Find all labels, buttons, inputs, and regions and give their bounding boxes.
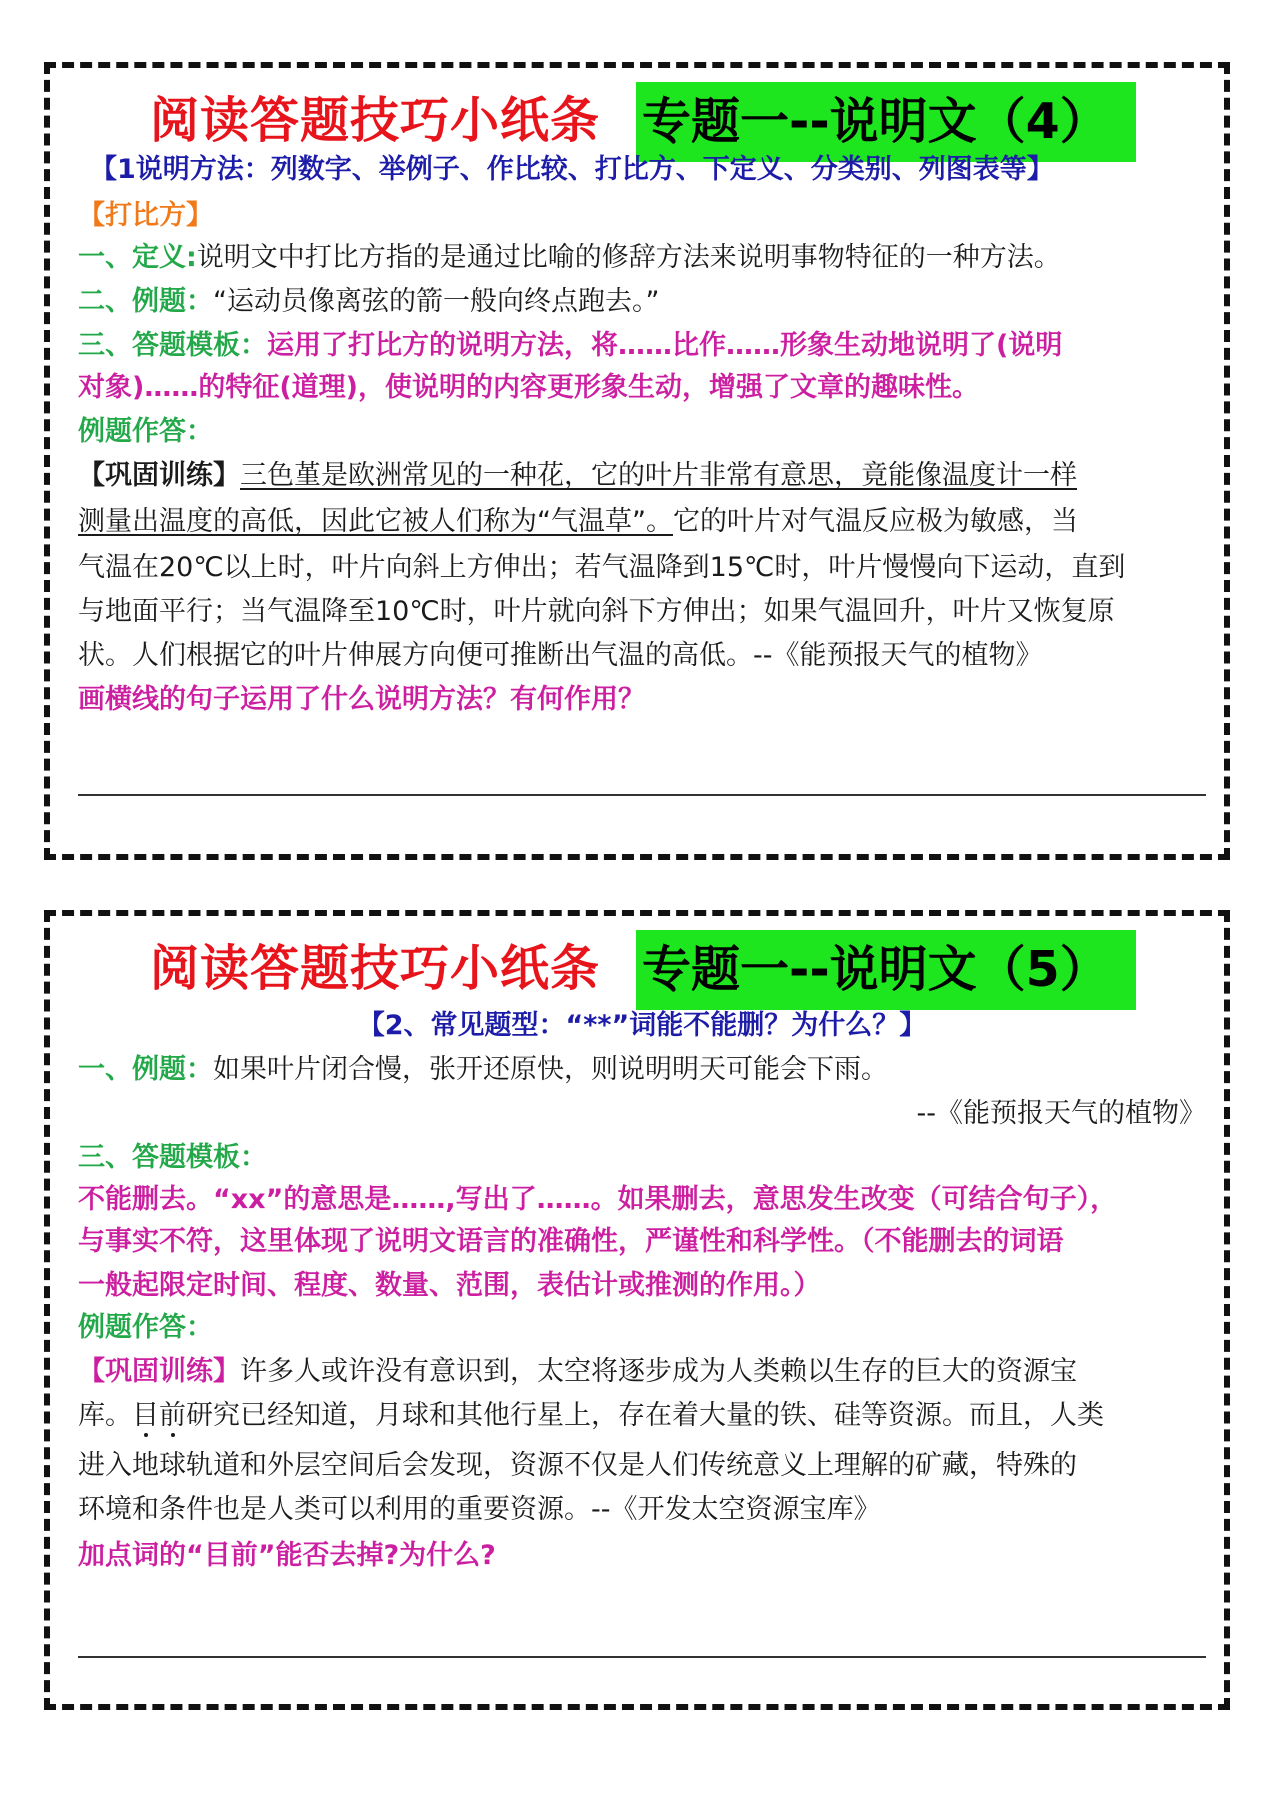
section-heading: 【打比方】	[78, 200, 213, 231]
example-source: --《能预报天气的植物》	[916, 1098, 1206, 1129]
answer-label: 例题作答：	[78, 416, 213, 447]
answer-blank-line[interactable]	[78, 1656, 1206, 1658]
drill-text: 许多人或许没有意识到，太空将逐步成为人类赖以生存的巨大的资源宝	[240, 1356, 1077, 1387]
drill-text: 库。	[78, 1400, 132, 1431]
example-text: “运动员像离弦的箭一般向终点跑去。”	[213, 286, 660, 317]
tip-card-4	[44, 62, 1230, 860]
template-text: 与事实不符，这里体现了说明文语言的准确性，严谨性和科学性。（不能删去的词语	[78, 1226, 1064, 1257]
drill-label: 【巩固训练】	[78, 460, 240, 491]
drill-line	[78, 502, 1206, 542]
underlined-sentence: 三色堇是欧洲常见的一种花，它的叶片非常有意思，竟能像温度计一样	[240, 460, 1077, 491]
example-label: 二、例题：	[78, 286, 213, 317]
drill-line: 与地面平行；当气温降至10℃时，叶片就向斜下方伸出；如果气温回升，叶片又恢复原	[78, 596, 1115, 627]
template-text: 运用了打比方的说明方法，将……比作……形象生动地说明了(说明	[267, 330, 1063, 361]
underlined-sentence: 测量出温度的高低，因此它被人们称为“气温草”。	[78, 506, 673, 537]
drill-text: 它的叶片对气温反应极为敏感，当	[672, 506, 1078, 537]
drill-line: 进入地球轨道和外层空间后会发现，资源不仅是人们传统意义上理解的矿藏，特殊的	[78, 1450, 1077, 1481]
example-text: 如果叶片闭合慢，张开还原快，则说明明天可能会下雨。	[213, 1054, 888, 1085]
example-row	[78, 1050, 1206, 1090]
card-title: 阅读答题技巧小纸条	[150, 92, 601, 149]
question: 画横线的句子运用了什么说明方法？有何作用？	[78, 684, 645, 715]
drill-line	[78, 456, 1206, 496]
drill-line: 气温在20℃以上时，叶片向斜上方伸出；若气温降到15℃时，叶片慢慢向下运动，直到	[78, 552, 1126, 583]
definition-label: 一、定义:	[78, 242, 197, 273]
drill-label: 【巩固训练】	[78, 1356, 240, 1387]
question-type: 【2、常见题型：“**”词能不能删？为什么？】	[357, 1010, 927, 1041]
card-title-row	[50, 928, 1224, 1010]
example-label: 一、例题：	[78, 1054, 213, 1085]
answer-label: 例题作答：	[78, 1312, 213, 1343]
answer-blank-line[interactable]	[78, 794, 1206, 796]
drill-line: 环境和条件也是人类可以利用的重要资源。--《开发太空资源宝库》	[78, 1494, 881, 1525]
example-row	[78, 282, 1206, 322]
template-text: 一般起限定时间、程度、数量、范围，表估计或推测的作用。）	[78, 1270, 821, 1301]
definition-text: 说明文中打比方指的是通过比喻的修辞方法来说明事物特征的一种方法。	[196, 242, 1061, 273]
card-title: 阅读答题技巧小纸条	[150, 940, 601, 997]
drill-line: 状。人们根据它的叶片伸展方向便可推断出气温的高低。--《能预报天气的植物》	[78, 640, 1043, 671]
template-label: 三、答题模板：	[78, 1142, 267, 1173]
drill-line	[78, 1352, 1206, 1392]
question: 加点词的“目前”能否去掉?为什么?	[78, 1540, 496, 1571]
drill-line	[78, 1396, 1206, 1436]
dotted-word-char: 目	[132, 1400, 159, 1431]
template-row	[78, 326, 1206, 366]
topic-banner: 专题一--说明文（4）	[636, 82, 1136, 162]
template-text: 不能删去。“xx”的意思是……,写出了……。如果删去，意思发生改变（可结合句子），	[78, 1184, 1118, 1215]
definition-row	[78, 238, 1206, 278]
methods-list: 【1说明方法：列数字、举例子、作比较、打比方、下定义、分类别、列图表等】	[90, 154, 1054, 185]
template-text-continued: 对象)……的特征(道理)，使说明的内容更形象生动，增强了文章的趣味性。	[78, 372, 980, 403]
dotted-word-char: 前	[159, 1400, 186, 1431]
tip-card-5	[44, 910, 1230, 1710]
topic-banner: 专题一--说明文（5）	[636, 930, 1136, 1010]
template-label: 三、答题模板：	[78, 330, 267, 361]
drill-text: 研究已经知道，月球和其他行星上，存在着大量的铁、硅等资源。而且，人类	[186, 1400, 1104, 1431]
